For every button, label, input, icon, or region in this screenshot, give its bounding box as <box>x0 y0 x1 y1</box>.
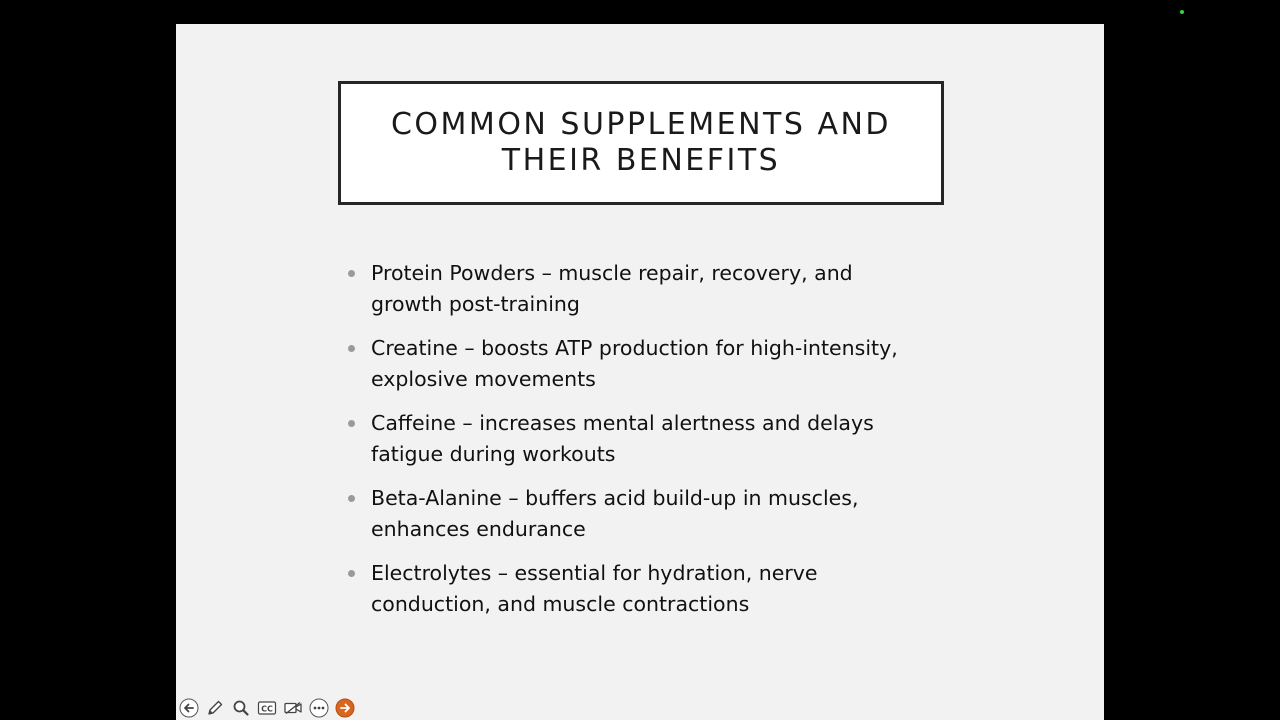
zoom-button[interactable] <box>230 697 252 719</box>
bullet-dot <box>348 570 355 577</box>
presenter-toolbar <box>176 696 356 720</box>
bullet-text-line: conduction, and muscle contractions <box>371 592 750 616</box>
bullet-item-electrolytes <box>346 558 946 620</box>
pen-tool-button[interactable] <box>204 697 226 719</box>
bullet-item-protein-powders <box>346 258 946 320</box>
bullet-dot <box>348 495 355 502</box>
bullet-item-caffeine <box>346 408 946 470</box>
bullet-item-creatine <box>346 333 946 395</box>
more-options-icon <box>309 698 329 718</box>
bullet-text-line: Protein Powders – muscle repair, recovery, and <box>371 261 853 285</box>
arrow-right-icon <box>335 698 355 718</box>
slide-title-box <box>338 81 944 205</box>
bullet-text-line: growth post-training <box>371 292 580 316</box>
bullet-text-line: fatigue during workouts <box>371 442 616 466</box>
bullet-dot <box>348 420 355 427</box>
previous-slide-button[interactable] <box>178 697 200 719</box>
bullet-dot <box>348 345 355 352</box>
bullet-text-line: Caffeine – increases mental alertness and delays <box>371 411 874 435</box>
arrow-left-icon <box>179 698 199 718</box>
bullet-text-line: Creatine – boosts ATP production for high-intensity, <box>371 336 898 360</box>
bullet-item-beta-alanine <box>346 483 946 545</box>
closed-captions-icon <box>257 698 277 718</box>
bullet-text-line: explosive movements <box>371 367 596 391</box>
camera-button[interactable] <box>282 697 304 719</box>
cc-label: CC <box>261 704 273 714</box>
slide-title-line-1: COMMON SUPPLEMENTS AND <box>390 107 892 142</box>
subtitles-button[interactable] <box>256 697 278 719</box>
magnifier-icon <box>231 698 251 718</box>
slide <box>176 24 1104 720</box>
next-slide-button[interactable] <box>334 697 356 719</box>
slide-title-line-2: THEIR BENEFITS <box>501 143 781 178</box>
recording-indicator <box>1180 10 1184 14</box>
bullet-text-line: enhances endurance <box>371 517 586 541</box>
pen-icon <box>205 698 225 718</box>
bullet-list <box>346 258 946 633</box>
bullet-text-line: Electrolytes – essential for hydration, nerve <box>371 561 818 585</box>
more-options-button[interactable] <box>308 697 330 719</box>
bullet-text-line: Beta-Alanine – buffers acid build-up in muscles, <box>371 486 859 510</box>
video-camera-icon <box>283 698 303 718</box>
bullet-dot <box>348 270 355 277</box>
